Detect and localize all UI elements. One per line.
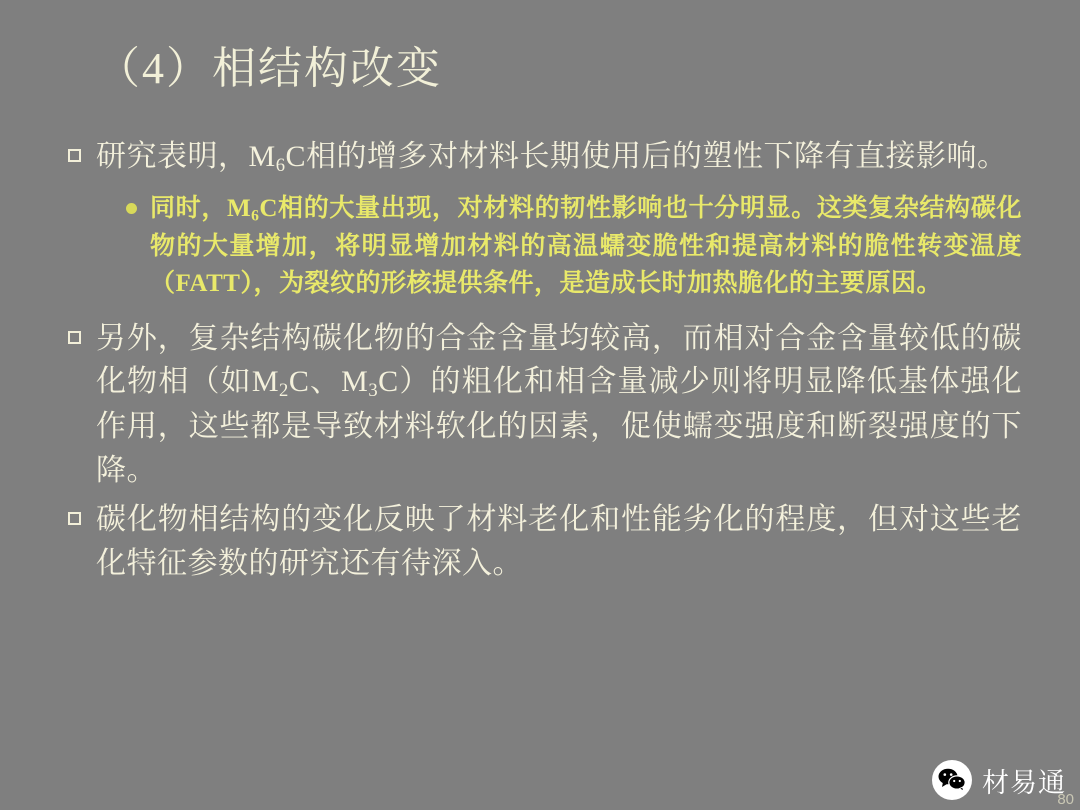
bullet-item-level2 — [120, 190, 1022, 303]
square-glyph — [68, 149, 81, 162]
dot-glyph — [126, 203, 137, 214]
brand-label: 材易通 — [982, 767, 1066, 798]
square-bullet-icon — [62, 317, 96, 344]
page-title: （4）相结构改变 — [96, 44, 442, 93]
bullet-text: 另外，复杂结构碳化物的合金含量均较高，而相对合金含量较低的碳化物相（如$M_2C$、$M_3C$）的粗化和相含量减少则将明显降低基体强化作用，这些都是导致材料软化的因素，促使蠕变强度和断裂强度的下降。 — [96, 321, 1022, 487]
square-glyph — [68, 331, 81, 344]
bullet-item-level1 — [62, 498, 1022, 585]
wechat-icon — [932, 760, 972, 800]
bullet-text: 碳化物相结构的变化反映了材料老化和性能劣化的程度，但对这些老化特征参数的研究还有待深入。 — [96, 503, 1022, 580]
page-number: 80 — [1057, 791, 1074, 808]
bullet-item-level1 — [62, 135, 1022, 180]
dot-bullet-icon — [120, 190, 150, 214]
footer-brand — [932, 760, 1066, 800]
square-bullet-icon — [62, 135, 96, 162]
square-bullet-icon — [62, 498, 96, 525]
bullet-text: 研究表明，$M_6C$相的增多对材料长期使用后的塑性下降有直接影响。 — [96, 140, 1008, 177]
square-glyph — [68, 512, 81, 525]
slide-body — [62, 135, 1022, 591]
bullet-item-level1 — [62, 317, 1022, 493]
bullet-text: 同时，$M_6C$相的大量出现，对材料的韧性影响也十分明显。这类复杂结构碳化物的大量增加，将明显增加材料的高温蠕变脆性和提高材料的脆性转变温度（FATT），为裂纹的形核提供条件，是造成长时加热脆化的主要原因。 — [150, 195, 1022, 298]
